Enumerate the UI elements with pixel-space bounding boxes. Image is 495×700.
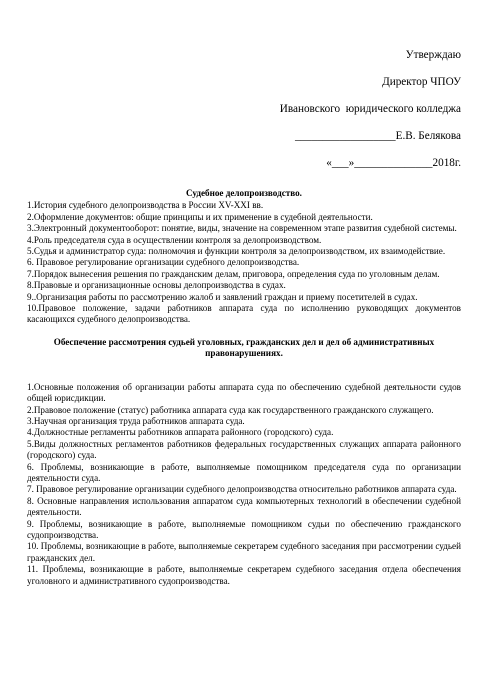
list-item: 9..Организация работы по рассмотрению жалоб и заявлений граждан и приему посетителей в судах. <box>27 291 418 302</box>
approval-line-organization: Ивановского юридического колледжа <box>279 103 461 115</box>
document-body <box>27 188 461 587</box>
list-item: 6. Проблемы, возникающие в работе, выполняемые помощником председателя суда по организации деятельности суда. <box>27 461 461 483</box>
list-item: 2.Правовое положение (статус) работника аппарата суда как государственного гражданского служащего. <box>27 404 434 415</box>
list-item: 3.Электронный документооборот: понятие, виды, значение на современном этапе развития судебной системы. <box>27 223 457 234</box>
list-item: 10.Правовое положение, задачи работников аппарата суда по исполнению руководящих документов касающихся судебного делопроизводства. <box>27 303 461 325</box>
list-item: 7. Правовое регулирование организации судебного делопроизводства относительно работников аппарата суда. <box>27 484 457 495</box>
list-item: 7.Порядок вынесения решения по гражданским делам, приговора, определения суда по уголовным делам. <box>27 268 440 279</box>
approval-block <box>280 42 461 177</box>
approval-line-approve: Утверждаю <box>405 49 461 61</box>
approval-line-position: Директор ЧПОУ <box>382 76 461 88</box>
list-item: 3.Научная организация труда работников аппарата суда. <box>27 415 245 426</box>
list-item: 9. Проблемы, возникающие в работе, выполняемые помощником судьи по обеспечению гражданского судопроизводства. <box>27 518 461 540</box>
list-item: 1.Основные положения об организации работы аппарата суда по обеспечению судебной деятельности судов общей юрисдикции. <box>27 381 461 404</box>
approval-line-date: «___»______________2018г. <box>326 157 461 169</box>
list-item: 10. Проблемы, возникающие в работе, выполняемые секретарем судебного заседания при рассмотрении судьей гражданских дел. <box>27 541 461 563</box>
list-item: 4.Должностные регламенты работников аппарата районного (городского) суда. <box>27 427 334 438</box>
list-item: 6. Правовое регулирование организации судебного делопроизводства. <box>27 257 300 268</box>
approval-line-signature: __________________Е.В. Белякова <box>294 130 461 142</box>
list-item: 11. Проблемы, возникающие в работе, выполняемые секретарем судебного заседания отдела обеспечения уголовного и административного судопроизводства. <box>27 564 461 586</box>
list-item: 8.Правовые и организационные основы делопроизводства в судах. <box>27 280 286 291</box>
section-title-records: Судебное делопроизводство. <box>186 188 302 198</box>
list-item: 1.История судебного делопроизводства в России XV-XXI вв. <box>27 200 264 211</box>
section-title-proceedings: Обеспечение рассмотрения судьей уголовных, гражданских дел и дел об административных правонарушениях. <box>53 336 435 359</box>
list-item: 5.Виды должностных регламентов работников федеральных государственных служащих аппарата районного (городского) суда. <box>27 438 461 461</box>
list-item: 8. Основные направления использования аппаратом суда компьютерных технологий в обеспечении судебной деятельности. <box>27 495 461 518</box>
list-item: 5.Судья и администратор суда: полномочия и функции контроля за делопроизводством, их взаимодействие. <box>27 246 446 257</box>
list-item: 4.Роль председателя суда в осуществлении контроля за делопроизводством. <box>27 234 322 245</box>
list-item: 2.Оформление документов: общие принципы и их применение в судебной деятельности. <box>27 211 373 222</box>
